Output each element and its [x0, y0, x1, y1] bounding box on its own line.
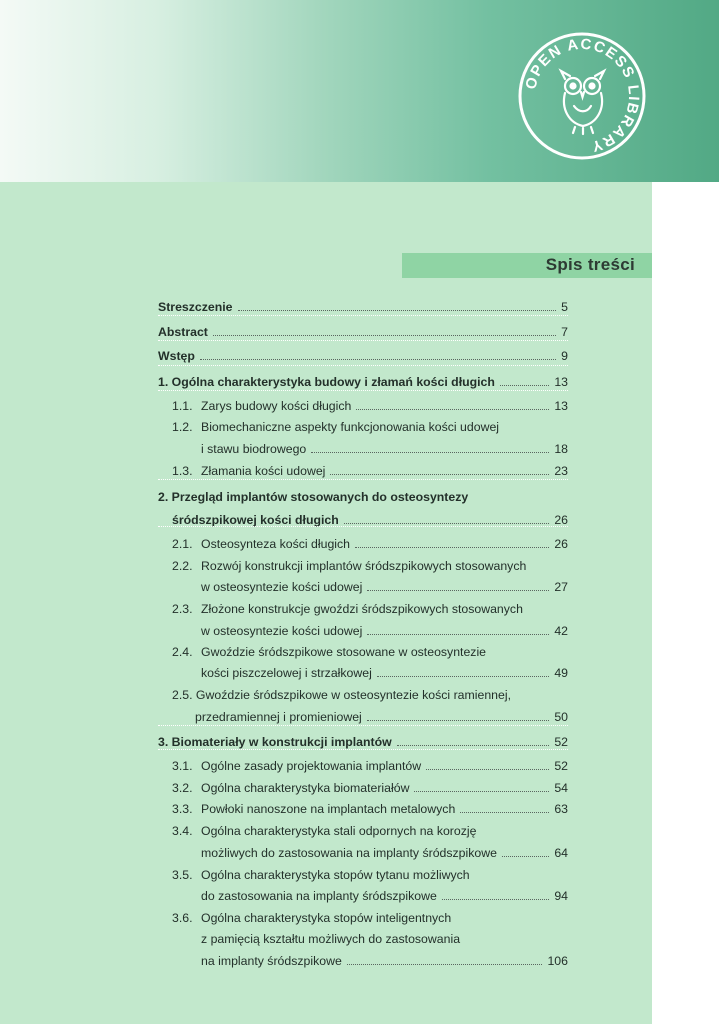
toc-dot-leader [442, 899, 549, 900]
toc-page-number: 106 [547, 954, 568, 968]
toc-dot-leader [355, 547, 549, 548]
toc-entry-title: 3. Biomateriały w konstrukcji implantów [158, 735, 392, 749]
toc-dot-leader [502, 856, 549, 857]
toc-entry-title: 1. Ogólna charakterystyka budowy i złamań kości długich [158, 375, 495, 389]
toc-entry[interactable] [158, 373, 568, 389]
toc-dot-leader [200, 359, 556, 360]
toc-entry[interactable] [172, 800, 568, 816]
toc-entry[interactable] [201, 578, 568, 594]
toc-entry-line [172, 600, 523, 616]
toc-entry-title: Powłoki nanoszone na implantach metalowych [201, 802, 456, 816]
toc-entry[interactable] [158, 298, 568, 314]
toc-entry[interactable] [201, 622, 568, 638]
toc-dot-leader [397, 745, 550, 746]
toc-entry[interactable] [172, 757, 568, 773]
toc-page-number: 63 [554, 802, 568, 816]
toc-entry-title: Wstęp [158, 349, 195, 363]
toc-entry-number: 2.3. [172, 602, 193, 616]
toc-dot-leader [213, 335, 556, 336]
toc-entry-title: 2. Przegląd implantów stosowanych do osteosyntezy [158, 490, 469, 504]
toc-dot-leader [426, 769, 549, 770]
toc-entry-line [172, 822, 477, 838]
toc-dot-leader [500, 385, 549, 386]
toc-page-number: 5 [561, 300, 568, 314]
toc-separator [158, 725, 568, 726]
toc-entry-title: śródszpikowej kości długich [172, 513, 339, 527]
toc-entry[interactable] [158, 347, 568, 363]
toc-page-number: 23 [554, 464, 568, 478]
toc-entry[interactable] [201, 952, 568, 968]
toc-entry-line [172, 557, 527, 573]
toc-entry-title: Abstract [158, 325, 208, 339]
page-title: Spis treści [545, 255, 635, 274]
toc-dot-leader [460, 812, 549, 813]
toc-separator [158, 390, 568, 391]
toc-page-number: 94 [554, 889, 568, 903]
toc-separator [158, 315, 568, 316]
toc-page-number: 13 [554, 375, 568, 389]
toc-entry-number: 2.1. [172, 537, 193, 551]
toc-page-number: 52 [554, 735, 568, 749]
toc-entry[interactable] [158, 733, 568, 749]
toc-dot-leader [377, 676, 549, 677]
toc-entry[interactable] [172, 462, 568, 478]
toc-entry-title: w osteosyntezie kości udowej [201, 624, 363, 638]
toc-entry-title: Ogólne zasady projektowania implantów [201, 759, 422, 773]
toc-entry-number: 2.4. [172, 645, 193, 659]
toc-page-number: 50 [554, 710, 568, 724]
toc-separator [158, 340, 568, 341]
toc-entry[interactable] [172, 535, 568, 551]
toc-entry-number: 1.3. [172, 464, 193, 478]
logo-text: OPEN ACCESS LIBRARY [522, 35, 643, 156]
toc-page-number: 7 [561, 325, 568, 339]
toc-dot-leader [344, 523, 550, 524]
toc-entry-line [201, 930, 460, 946]
toc-entry-number: 3.5. [172, 868, 193, 882]
toc-dot-leader [356, 409, 549, 410]
toc-entry-title: na implanty śródszpikowe [201, 954, 342, 968]
toc-entry-title: Zarys budowy kości długich [201, 399, 352, 413]
toc-entry-line [172, 643, 487, 659]
toc-entry-title: w osteosyntezie kości udowej [201, 580, 363, 594]
toc-entry-number: 3.2. [172, 781, 193, 795]
toc-dot-leader [238, 310, 557, 311]
toc-entry-line [158, 488, 468, 504]
toc-entry-line [172, 686, 511, 702]
toc-entry[interactable] [158, 323, 568, 339]
toc-entry-title: Rozwój konstrukcji implantów śródszpikowych stosowanych [201, 559, 527, 573]
toc-entry[interactable] [195, 708, 568, 724]
toc-entry-line [172, 866, 470, 882]
toc-entry[interactable] [172, 511, 568, 527]
toc-entry-title: 2.5. Gwoździe śródszpikowe w osteosyntezie kości ramiennej, [172, 688, 511, 702]
toc-page-number: 26 [554, 537, 568, 551]
toc-dot-leader [367, 590, 549, 591]
toc-dot-leader [347, 964, 543, 965]
toc-entry-title: do zastosowania na implanty śródszpikowe [201, 889, 437, 903]
toc-entry[interactable] [201, 664, 568, 680]
toc-entry-title: Osteosynteza kości długich [201, 537, 351, 551]
toc-dot-leader [311, 452, 549, 453]
toc-entry-title: z pamięcią kształtu możliwych do zastosowania [201, 932, 461, 946]
toc-entry[interactable] [201, 440, 568, 456]
toc-separator [158, 526, 568, 527]
toc-separator [158, 749, 568, 750]
toc-entry-title: Ogólna charakterystyka biomateriałów [201, 781, 410, 795]
toc-page-number: 49 [554, 666, 568, 680]
toc-entry-line [172, 909, 452, 925]
toc-entry-title: Ogólna charakterystyka stopów inteligentnych [201, 911, 452, 925]
toc-entry-number: 3.1. [172, 759, 193, 773]
toc-entry-title: i stawu biodrowego [201, 442, 307, 456]
toc-page-number: 13 [554, 399, 568, 413]
toc-entry-title: kości piszczelowej i strzałkowej [201, 666, 372, 680]
toc-page-number: 27 [554, 580, 568, 594]
toc-entry-number: 1.1. [172, 399, 193, 413]
toc-separator [158, 365, 568, 366]
toc-page-number: 9 [561, 349, 568, 363]
toc-page-number: 54 [554, 781, 568, 795]
toc-entry-title: Gwoździe śródszpikowe stosowane w osteosyntezie [201, 645, 487, 659]
toc-page-number: 18 [554, 442, 568, 456]
toc-entry-line [172, 418, 500, 434]
toc-dot-leader [414, 791, 549, 792]
toc-entry[interactable] [172, 779, 568, 795]
toc-page-number: 26 [554, 513, 568, 527]
toc-entry-title: Streszczenie [158, 300, 233, 314]
toc-entry-title: Ogólna charakterystyka stali odpornych na korozję [201, 824, 477, 838]
toc-dot-leader [367, 634, 549, 635]
toc-entry-title: Złamania kości udowej [201, 464, 326, 478]
toc-page-number: 64 [554, 846, 568, 860]
toc-entry-title: przedramiennej i promieniowej [195, 710, 362, 724]
toc-page-number: 52 [554, 759, 568, 773]
toc-entry-number: 1.2. [172, 420, 193, 434]
toc-entry-title: Biomechaniczne aspekty funkcjonowania kości udowej [201, 420, 500, 434]
toc-entry-number: 3.6. [172, 911, 193, 925]
toc-dot-leader [367, 720, 550, 721]
toc-entry-number: 2.2. [172, 559, 193, 573]
toc-entry-title: możliwych do zastosowania na implanty śródszpikowe [201, 846, 497, 860]
toc-page-number: 42 [554, 624, 568, 638]
toc-entry-number: 3.3. [172, 802, 193, 816]
toc-entry-title: Ogólna charakterystyka stopów tytanu możliwych [201, 868, 470, 882]
toc-entry-title: Złożone konstrukcje gwoździ śródszpikowych stosowanych [201, 602, 523, 616]
toc-entry-number: 3.4. [172, 824, 193, 838]
toc-entry[interactable] [201, 887, 568, 903]
toc-dot-leader [330, 474, 549, 475]
toc-entry[interactable] [201, 844, 568, 860]
toc-separator [158, 479, 568, 480]
toc-entry[interactable] [172, 397, 568, 413]
